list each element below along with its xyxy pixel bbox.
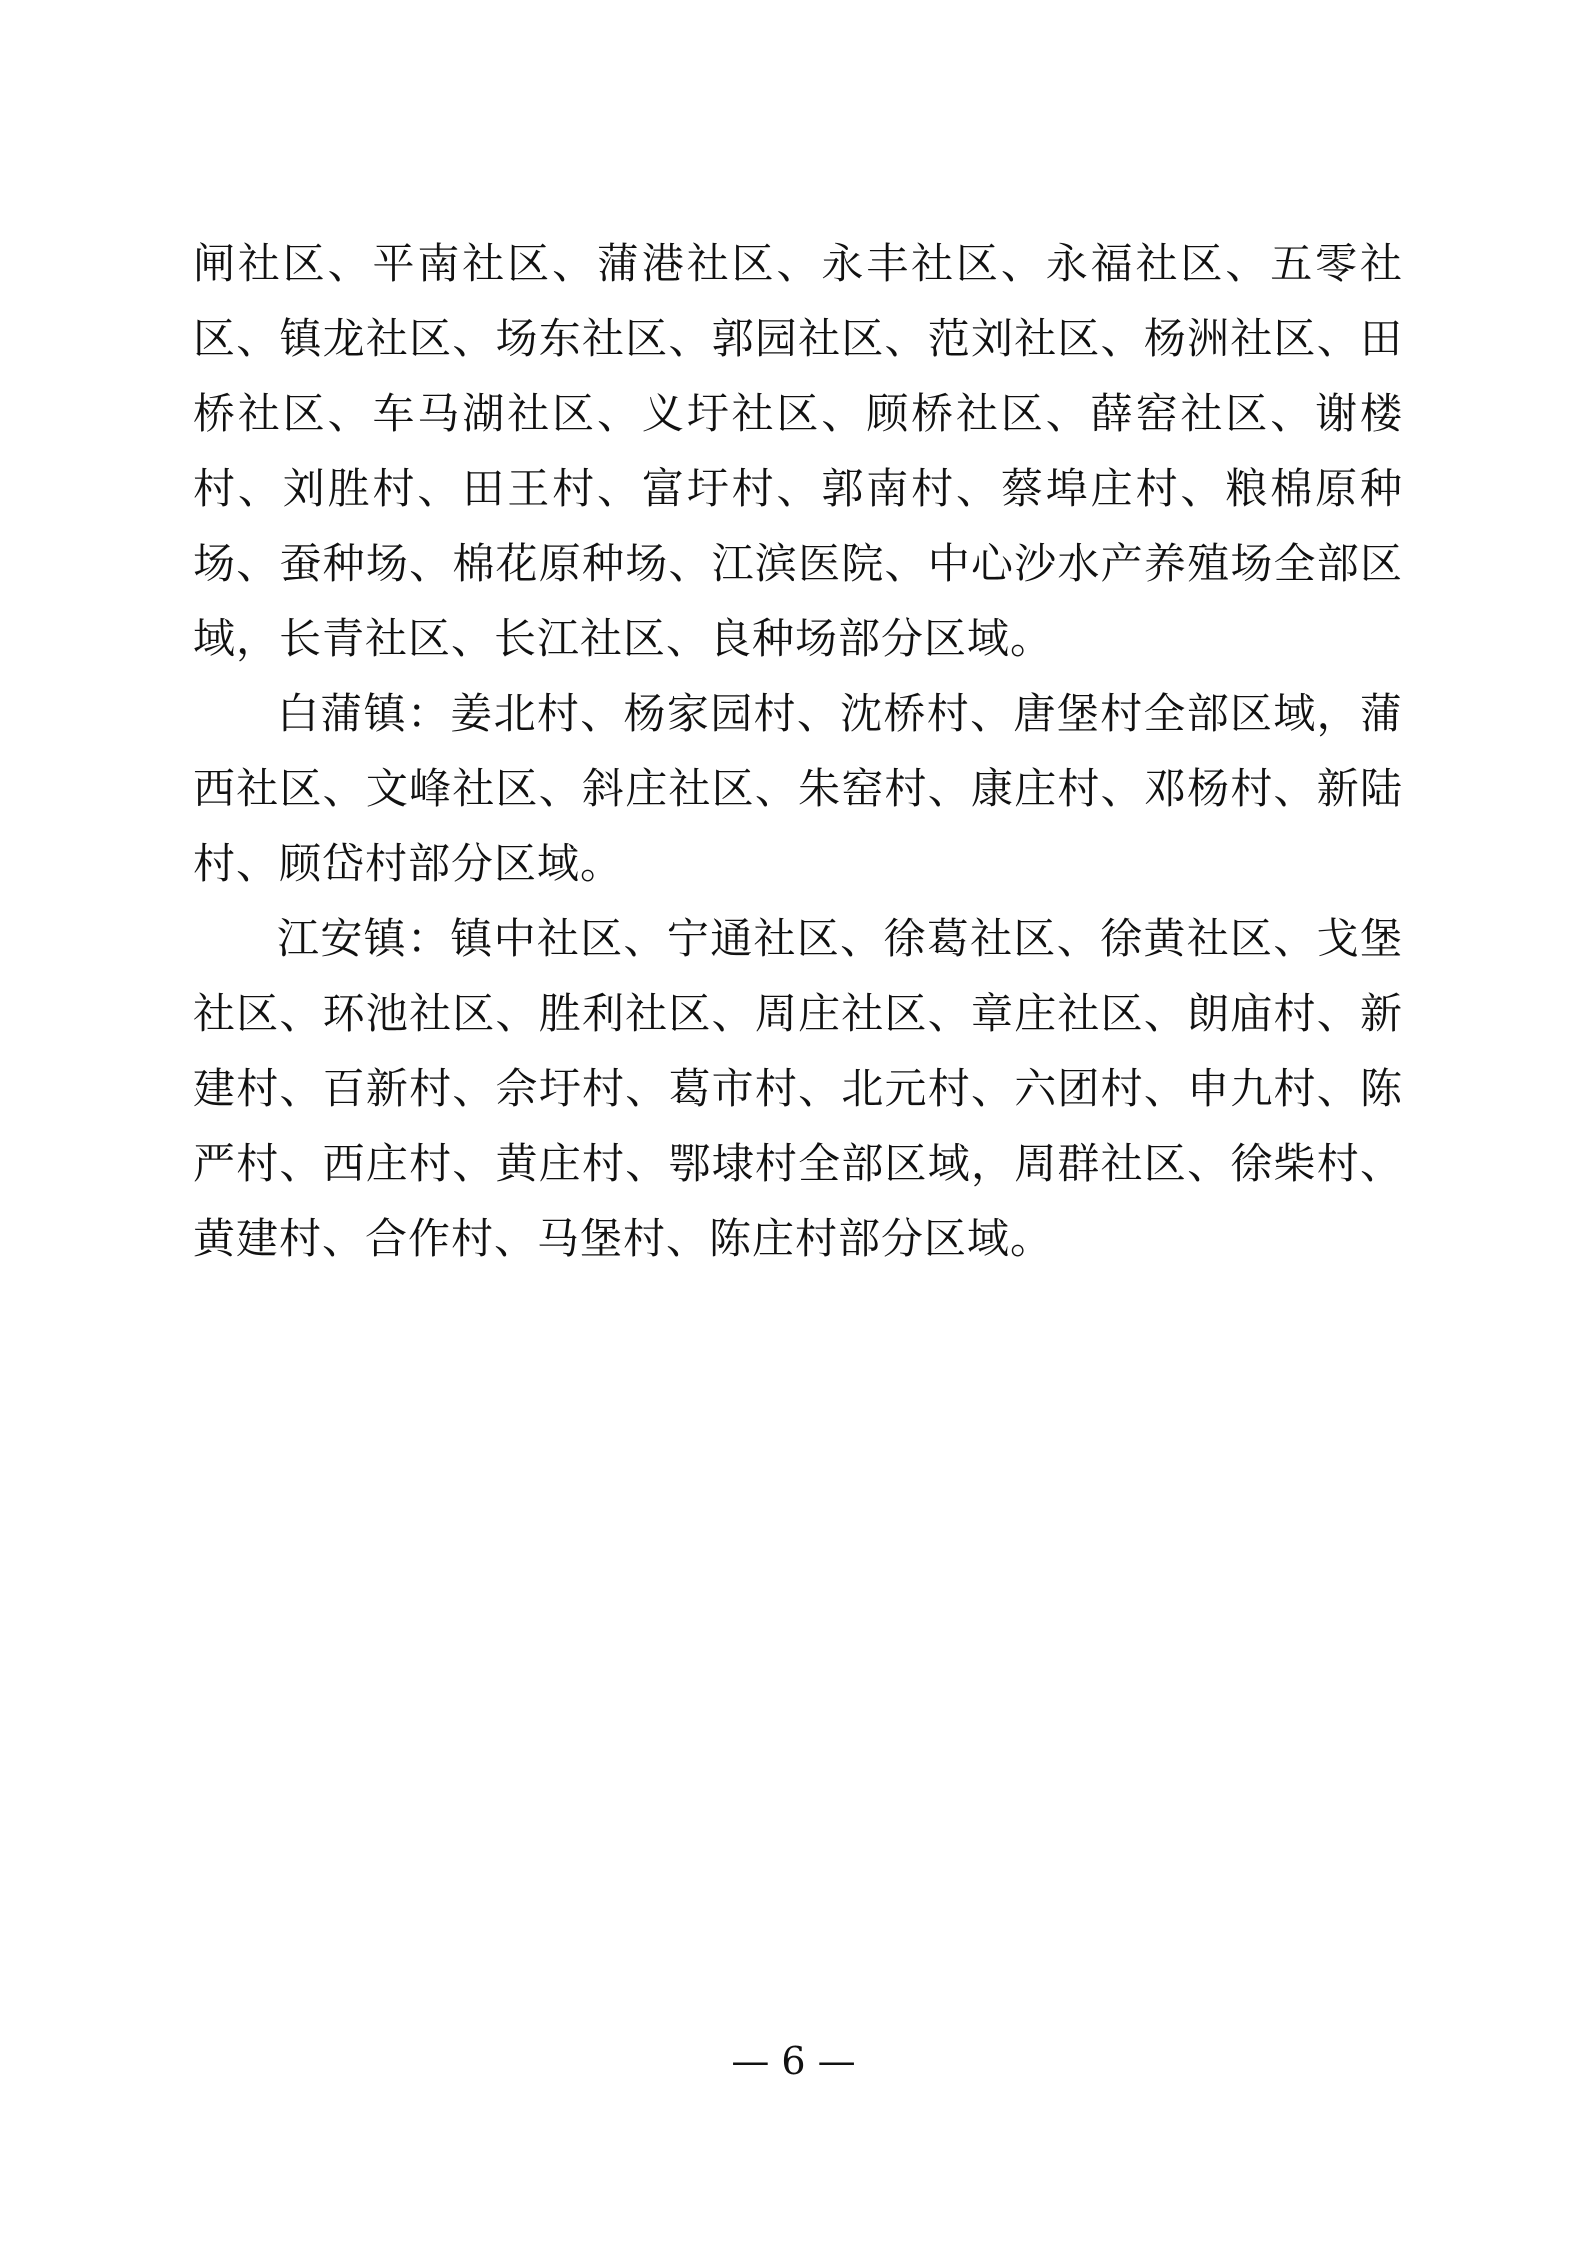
body-text xyxy=(193,226,1403,1276)
paragraph-continuation: 闸社区、平南社区、蒲港社区、永丰社区、永福社区、五零社区、镇龙社区、场东社区、郭园社区、范刘社区、杨洲社区、田桥社区、车马湖社区、义圩社区、顾桥社区、薛窑社区、谢楼村、刘胜村、田王村、富圩村、郭南村、蔡埠庄村、粮棉原种场、蚕种场、棉花原种场、江滨医院、中心沙水产养殖场全部区域，长青社区、长江社区、良种场部分区域。 xyxy=(193,239,1403,663)
page-number: — 6 — xyxy=(731,2039,856,2083)
paragraph-baipu-town: 白蒲镇：姜北村、杨家园村、沈桥村、唐堡村全部区域，蒲西社区、文峰社区、斜庄社区、朱窑村、康庄村、邓杨村、新陆村、顾岱村部分区域。 xyxy=(193,689,1403,888)
paragraph-jiangan-town: 江安镇：镇中社区、宁通社区、徐葛社区、徐黄社区、戈堡社区、环池社区、胜利社区、周庄社区、章庄社区、朗庙村、新建村、百新村、佘圩村、葛市村、北元村、六团村、申九村、陈严村、西庄村、黄庄村、鄂埭村全部区域，周群社区、徐柴村、黄建村、合作村、马堡村、陈庄村部分区域。 xyxy=(193,914,1403,1263)
